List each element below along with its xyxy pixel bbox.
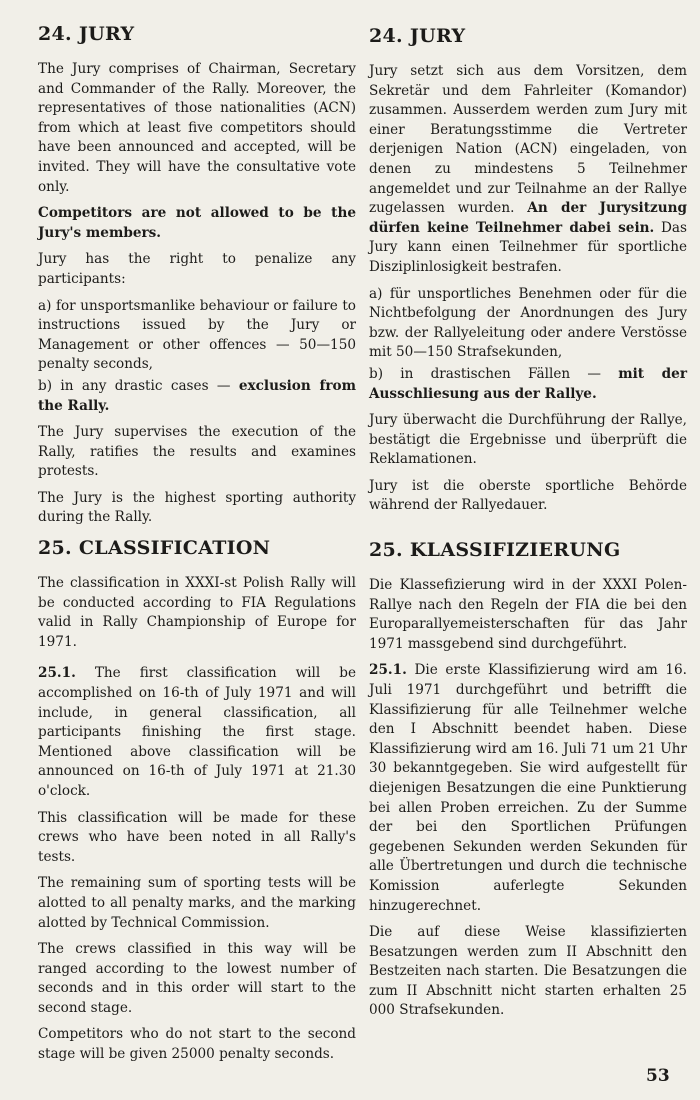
paragraph: The classification in XXXI-st Polish Rally will be conducted according to FIA Regulations valid in Rally Championship of Europe for 1971. [38, 575, 356, 650]
paragraph: The crews classified in this way will be ranged according to the lowest number of seconds and in this order will start to the second stage. [38, 941, 356, 1016]
left-column-jury [38, 22, 356, 535]
paragraph: Jury has the right to penalize any participants: [38, 251, 356, 287]
bold-text: An der Jurysitzung dürfen keine Teilnehmer dabei sein. [369, 200, 687, 236]
text-span: Das Jury kann einen Teilnehmer für sportliche Disziplinlosigkeit bestrafen. [369, 219, 687, 275]
paragraph: The Jury comprises of Chairman, Secretary and Commander of the Rally. Moreover, the representatives of those nationalities (ACN) from which at least five competitors should have been announced and accepted, will be invited. They will have the consultative vote only. [38, 61, 356, 195]
paragraph [369, 365, 687, 404]
clause-number: 25.1. [369, 662, 407, 679]
right-column-jury [369, 24, 687, 523]
bold-text: exclusion from the Rally. [38, 377, 356, 414]
paragraph: Die auf diese Weise klassifizierten Besatzungen werden zum II Abschnitt den Bestzeiten nach starten. Die Besatzungen die zum II Abschnitt nicht starten erhalten 25 000 Strafsekunden. [369, 924, 687, 1019]
paragraph [369, 661, 687, 916]
paragraph [369, 62, 687, 278]
paragraph: Die Klassefizierung wird in der XXXI Polen-Rallye nach den Regeln der FIA die bei den Europarallyemeisterschaften für das Jahr 1971 massgebend sind durchgeführt. [369, 577, 687, 652]
text-span: Jury setzt sich aus dem Vorsitzen, dem Sekretär und dem Fahrleiter (Komandor) zusammen. Ausserdem werden zum Jury mit einer Beratungsstimme die Vertreter derjenigen Nation (ACN) eingeladen, von denen zu mindestens 5 Teilnehmer angemeldet und zur Teilnahme an der Rallye zugelassen wurden. [369, 63, 687, 217]
paragraph: Jury überwacht die Durchführung der Rallye, bestätigt die Ergebnisse und überprüft die Reklamationen. [369, 412, 687, 468]
clause-number: 25.1. [38, 665, 76, 682]
paragraph: The Jury is the highest sporting authority during the Rally. [38, 489, 356, 526]
section-heading-jury-de: 24. JURY [369, 25, 466, 47]
page-number: 53 [646, 1066, 670, 1086]
text-span: The first classification will be accomplished on 16-th of July 1971 and will include, in general classification, all participants finishing the first stage. Mentioned above classification will be announced on 16-th of July 1971 at 21.30 o'clock. [38, 665, 356, 799]
text-span: Die erste Klassifizierung wird am 16. Juli 1971 durchgeführt und betrifft die Klassifizierung für alle Teilnehmer welche den I Abschnitt beendet haben. Diese Klassifizierung wird am 16. Juli 71 um 21 Uhr 30 bekanntgegeben. Sie wird aufgestellt für diejenigen Besatzungen die eine Punktierung bei allen Proben erreichen. Zu der Summe der bei den Sportlichen Prüfungen gegebenen Sekunden werden Sekunden für alle Übertretungen und durch die technische Komission auferlegte Sekunden hinzugerechnet. [369, 662, 687, 914]
left-column-classification [38, 536, 356, 1072]
paragraph: a) für unsportliches Benehmen oder für die Nichtbefolgung der Anordnungen des Jury bzw. der Rallyeleitung oder andere Verstösse mit 50—150 Strafsekunden, [369, 285, 687, 361]
paragraph [38, 377, 356, 416]
paragraph: Competitors who do not start to the second stage will be given 25000 penalty seconds. [38, 1026, 356, 1063]
bold-text: Competitors are not allowed to be the Jury's members. [38, 205, 356, 241]
paragraph [38, 664, 356, 801]
paragraph: a) for unsportsmanlike behaviour or failure to instructions issued by the Jury or Management or other offences — 50—150 penalty seconds, [38, 297, 356, 373]
paragraph [38, 204, 356, 243]
paragraph: This classification will be made for these crews who have been noted in all Rally's tests. [38, 809, 356, 865]
bold-text: mit der Ausschliesung aus der Rallye. [369, 365, 687, 402]
section-heading-classification-en: 25. CLASSIFICATION [38, 537, 271, 559]
paragraph: The Jury supervises the execution of the Rally, ratifies the results and examines protests. [38, 424, 356, 480]
section-heading-jury-en: 24. JURY [38, 23, 135, 45]
paragraph: Jury ist die oberste sportliche Behörde während der Rallyedauer. [369, 477, 687, 514]
text-span: b) in drastischen Fällen — [369, 365, 619, 382]
right-column-classification [369, 538, 687, 1028]
text-span: b) in any drastic cases — [38, 377, 239, 394]
paragraph: The remaining sum of sporting tests will be alotted to all penalty marks, and the marking alotted by Technical Commission. [38, 875, 356, 931]
section-heading-classification-de: 25. KLASSIFIZIERUNG [369, 539, 621, 561]
